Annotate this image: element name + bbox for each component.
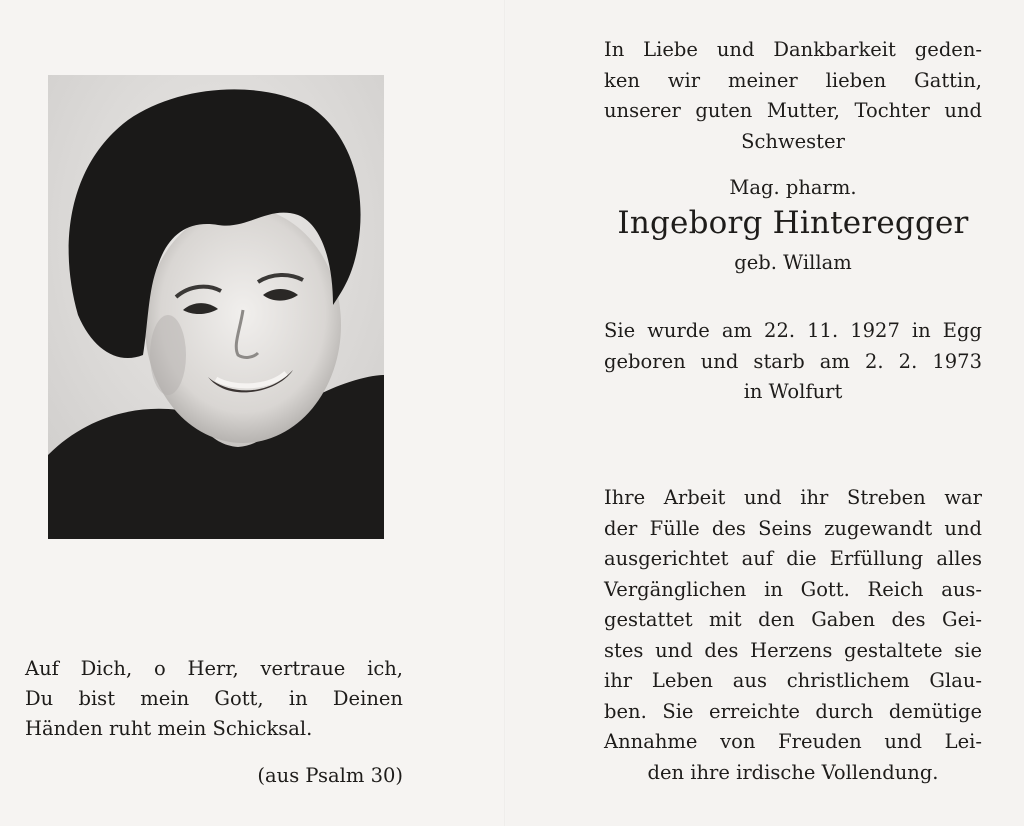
intro-line: ken wir meiner lieben Gattin,	[604, 68, 982, 92]
tribute-line: ausgerichtet auf die Erfüllung alles	[604, 547, 982, 570]
verse-source: (aus Psalm 30)	[257, 764, 403, 787]
intro-line: Schwester	[741, 129, 845, 153]
portrait-photo	[48, 75, 384, 539]
birth-name: geb. Willam	[734, 251, 852, 274]
intro-line: In Liebe und Dankbarkeit geden-	[604, 38, 982, 61]
verse-line: Auf Dich, o Herr, vertraue ich,	[25, 657, 403, 680]
tribute-line: Vergänglichen in Gott. Reich aus-	[604, 577, 982, 601]
tribute-line: Ihre Arbeit und ihr Streben war	[604, 486, 982, 509]
academic-title: Mag. pharm.	[729, 176, 857, 199]
dates-line: Sie wurde am 22. 11. 1927 in Egg	[604, 319, 982, 342]
tribute-line: gestattet mit den Gaben des Gei-	[604, 608, 982, 631]
portrait-image-icon	[48, 75, 384, 539]
verse-line: Du bist mein Gott, in Deinen	[25, 687, 403, 710]
tribute-line: ben. Sie erreichte durch demütige	[604, 699, 982, 723]
tribute-line: Annahme von Freuden und Lei-	[604, 730, 982, 753]
verse-line: Händen ruht mein Schicksal.	[25, 717, 313, 740]
tribute-line: den ihre irdische Vollendung.	[647, 760, 939, 784]
tribute-text	[604, 483, 982, 788]
tribute-line: der Fülle des Seins zugewandt und	[604, 516, 982, 540]
life-dates	[604, 316, 982, 408]
card-fold	[504, 0, 506, 826]
dates-line: geboren und starb am 2. 2. 1973	[604, 349, 982, 373]
psalm-verse	[25, 654, 403, 744]
deceased-name: Ingeborg Hinteregger	[617, 205, 969, 241]
tribute-line: ihr Leben aus christlichem Glau-	[604, 669, 982, 692]
dates-line: in Wolfurt	[743, 380, 843, 403]
tribute-line: stes und des Herzens gestaltete sie	[604, 638, 982, 662]
intro-text	[604, 35, 982, 157]
intro-line: unserer guten Mutter, Tochter und	[604, 99, 982, 122]
